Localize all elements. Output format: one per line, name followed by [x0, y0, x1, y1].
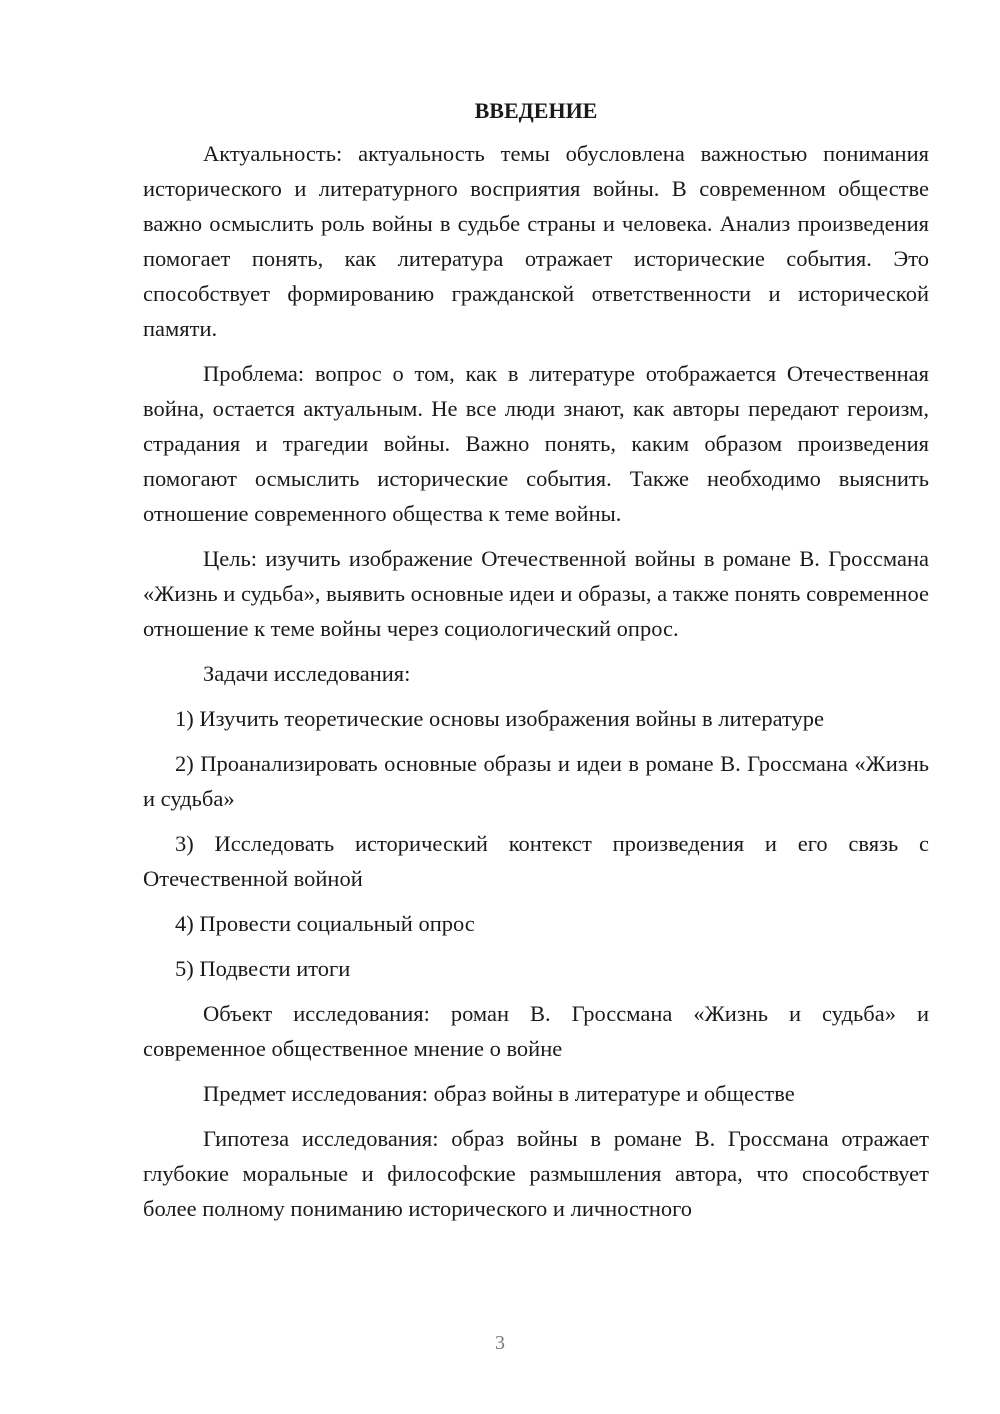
tasks-heading: Задачи исследования: — [203, 661, 411, 686]
task-item: 1) Изучить теоретические основы изображения войны в литературе — [175, 706, 825, 731]
goal-paragraph: Цель: изучить изображение Отечественной войны в романе В. Гроссмана «Жизнь и судьба», выявить основные идеи и образы, а также понять современное отношение к теме войны через социологический опрос. — [143, 546, 929, 641]
task-item: 3) Исследовать исторический контекст произведения и его связь с Отечественной войной — [143, 831, 929, 891]
task-item: 4) Провести социальный опрос — [175, 911, 475, 936]
page-number: 3 — [495, 1332, 505, 1354]
relevance-paragraph: Актуальность: актуальность темы обусловлена важностью понимания исторического и литературного восприятия войны. В современном обществе важно осмыслить роль войны в судьбе страны и человека. Анализ произведения помогает понять, как литература отражает исторические события. Это способствует формированию гражданской ответственности и исторической памяти. — [143, 141, 929, 341]
task-item: 2) Проанализировать основные образы и идеи в романе В. Гроссмана «Жизнь и судьба» — [143, 751, 929, 811]
task-item: 5) Подвести итоги — [175, 956, 351, 981]
object-paragraph: Объект исследования: роман В. Гроссмана «Жизнь и судьба» и современное общественное мнение о войне — [143, 1001, 929, 1061]
problem-paragraph: Проблема: вопрос о том, как в литературе отображается Отечественная война, остается актуальным. Не все люди знают, как авторы передают героизм, страдания и трагедии войны. Важно понять, каким образом произведения помогают осмыслить исторические события. Также необходимо выяснить отношение современного общества к теме войны. — [143, 361, 929, 526]
document-page — [143, 96, 929, 1236]
hypothesis-paragraph: Гипотеза исследования: образ войны в романе В. Гроссмана отражает глубокие моральные и философские размышления автора, что способствует более полному пониманию исторического и личностного — [143, 1126, 929, 1221]
section-title: ВВЕДЕНИЕ — [474, 98, 598, 123]
subject-paragraph: Предмет исследования: образ войны в литературе и обществе — [203, 1081, 795, 1106]
